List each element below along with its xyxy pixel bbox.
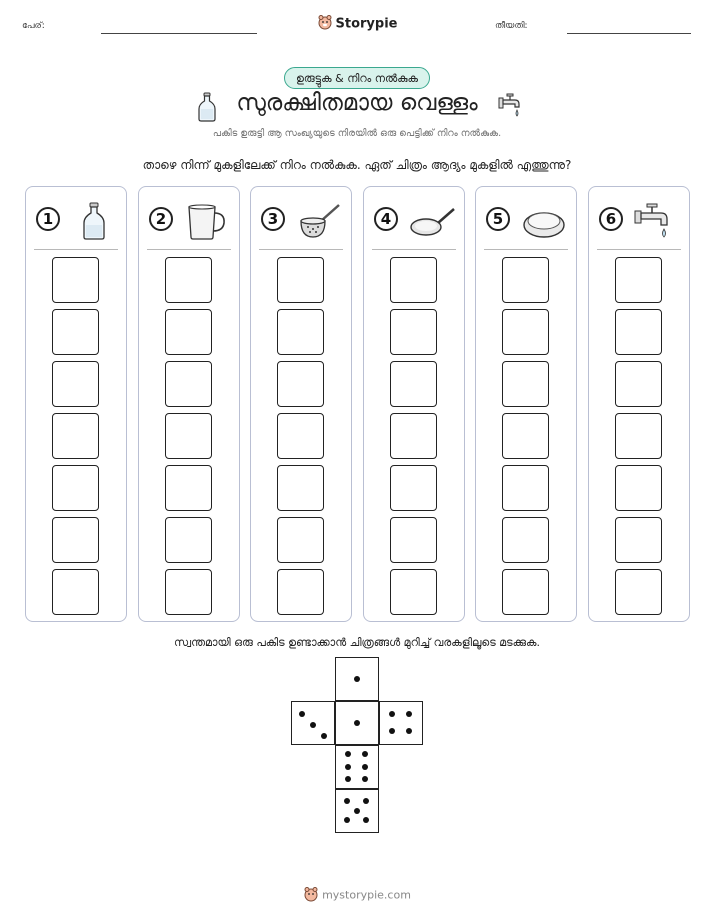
dice-face-5 <box>335 789 379 833</box>
page-title: സുരക്ഷിതമായ വെള്ളം <box>236 90 478 116</box>
coloring-box[interactable] <box>390 517 437 563</box>
coloring-box[interactable] <box>615 361 662 407</box>
coloring-box[interactable] <box>615 413 662 459</box>
footer-url[interactable]: mystorypie.com <box>322 888 411 902</box>
coloring-box[interactable] <box>277 257 324 303</box>
dice-pip <box>406 728 412 734</box>
column-number: 6 <box>599 207 623 231</box>
coloring-box[interactable] <box>390 361 437 407</box>
column-3 <box>250 186 352 622</box>
coloring-box[interactable] <box>502 309 549 355</box>
coloring-box[interactable] <box>502 569 549 615</box>
dice-pip <box>389 728 395 734</box>
dice-pip <box>406 711 412 717</box>
column-number: 1 <box>36 207 60 231</box>
coloring-box[interactable] <box>165 569 212 615</box>
coloring-box[interactable] <box>615 309 662 355</box>
coloring-box[interactable] <box>52 465 99 511</box>
column-divider <box>484 249 568 250</box>
coloring-box[interactable] <box>390 413 437 459</box>
column-divider <box>597 249 681 250</box>
coloring-box[interactable] <box>277 569 324 615</box>
activity-badge: ഉരുട്ടുക & നിറം നൽകുക <box>284 67 430 89</box>
coloring-box[interactable] <box>502 413 549 459</box>
dice-face-6 <box>335 745 379 789</box>
column-divider <box>259 249 343 250</box>
bottle-icon <box>70 201 118 241</box>
date-line[interactable] <box>567 33 691 34</box>
dice-pip <box>362 764 368 770</box>
column-divider <box>34 249 118 250</box>
dice-pip <box>345 751 351 757</box>
coloring-box[interactable] <box>165 517 212 563</box>
column-number: 4 <box>374 207 398 231</box>
subtitle: പകിട ഉരുട്ടി ആ സംഖ്യയുടെ നിരയിൽ ഒരു പെട്ടിക്ക് നിറം നൽകുക. <box>212 128 502 139</box>
coloring-box[interactable] <box>52 309 99 355</box>
column-divider <box>372 249 456 250</box>
coloring-box[interactable] <box>165 257 212 303</box>
dice-pip <box>354 808 360 814</box>
coloring-box[interactable] <box>165 309 212 355</box>
strainer-icon <box>295 201 343 241</box>
column-2 <box>138 186 240 622</box>
dice-pip <box>363 798 369 804</box>
dice-pip <box>310 722 316 728</box>
column-number: 5 <box>486 207 510 231</box>
dice-pip <box>299 711 305 717</box>
coloring-box[interactable] <box>277 309 324 355</box>
dice-face-1 <box>335 701 379 745</box>
dice-pip <box>389 711 395 717</box>
plate-icon <box>520 201 568 241</box>
coloring-box[interactable] <box>52 413 99 459</box>
coloring-box[interactable] <box>277 517 324 563</box>
coloring-box[interactable] <box>615 257 662 303</box>
dice-pip <box>354 676 360 682</box>
column-number: 2 <box>149 207 173 231</box>
column-4 <box>363 186 465 622</box>
brand <box>0 14 714 34</box>
dice-pip <box>345 776 351 782</box>
footer <box>0 886 714 905</box>
coloring-box[interactable] <box>277 361 324 407</box>
coloring-box[interactable] <box>165 361 212 407</box>
storypie-footer-logo-icon <box>303 886 319 905</box>
coloring-box[interactable] <box>52 257 99 303</box>
dice-pip <box>354 720 360 726</box>
dice-pip <box>321 733 327 739</box>
dice-face-3 <box>291 701 335 745</box>
coloring-box[interactable] <box>52 361 99 407</box>
brand-name: Storypie <box>335 16 398 32</box>
tap-icon <box>497 92 527 122</box>
coloring-box[interactable] <box>52 517 99 563</box>
mug-icon <box>183 201 231 241</box>
dice-pip <box>344 798 350 804</box>
coloring-box[interactable] <box>277 465 324 511</box>
coloring-box[interactable] <box>390 309 437 355</box>
pan-icon <box>408 201 456 241</box>
coloring-box[interactable] <box>502 257 549 303</box>
coloring-box[interactable] <box>390 569 437 615</box>
coloring-box[interactable] <box>390 257 437 303</box>
date-label: തീയതി: <box>495 21 528 31</box>
column-6 <box>588 186 690 622</box>
coloring-box[interactable] <box>165 465 212 511</box>
coloring-box[interactable] <box>615 517 662 563</box>
dice-pip <box>344 817 350 823</box>
tap-icon <box>633 201 681 241</box>
net-instruction: സ്വന്തമായി ഒരു പകിട ഉണ്ടാക്കാൻ ചിത്രങ്ങൾ മുറിച്ച് വരകളിലൂടെ മടക്കുക. <box>174 636 540 649</box>
coloring-box[interactable] <box>615 569 662 615</box>
coloring-box[interactable] <box>165 413 212 459</box>
column-divider <box>147 249 231 250</box>
instruction: താഴെ നിന്ന് മുകളിലേക്ക് നിറം നൽകുക. ഏത് ചിത്രം ആദ്യം മുകളിൽ എത്തുന്നു? <box>142 158 572 172</box>
dice-pip <box>362 751 368 757</box>
coloring-box[interactable] <box>502 465 549 511</box>
column-5 <box>475 186 577 622</box>
dice-face-1 <box>335 657 379 701</box>
dice-face-4 <box>379 701 423 745</box>
coloring-box[interactable] <box>615 465 662 511</box>
dice-pip <box>362 776 368 782</box>
dice-pip <box>363 817 369 823</box>
name-label: പേര്: <box>22 21 45 31</box>
coloring-box[interactable] <box>502 517 549 563</box>
coloring-box[interactable] <box>52 569 99 615</box>
storypie-logo-icon <box>317 14 333 34</box>
column-1 <box>25 186 127 622</box>
coloring-box[interactable] <box>277 413 324 459</box>
column-number: 3 <box>261 207 285 231</box>
dice-pip <box>345 764 351 770</box>
coloring-box[interactable] <box>502 361 549 407</box>
coloring-box[interactable] <box>390 465 437 511</box>
